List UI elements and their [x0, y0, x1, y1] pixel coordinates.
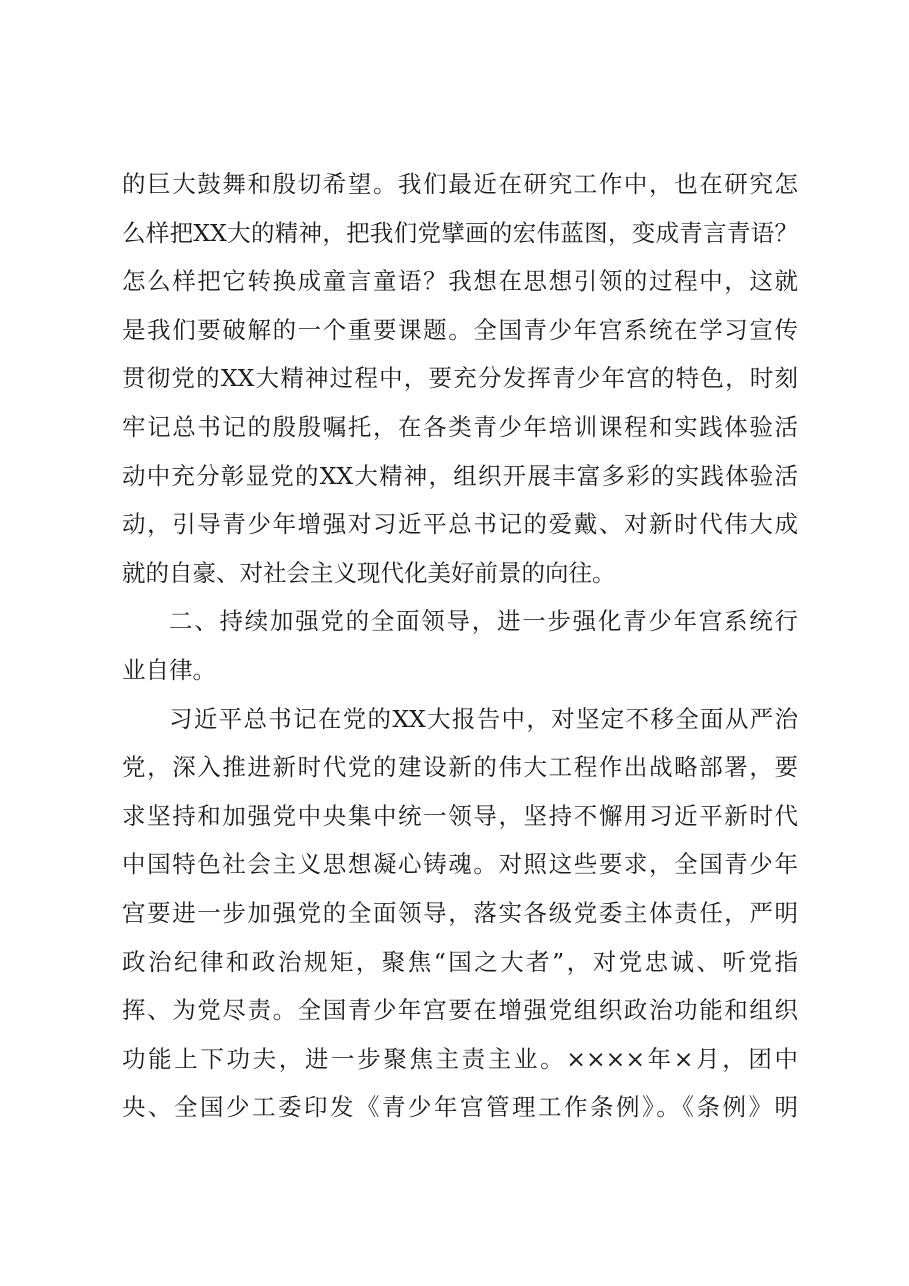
text-line: 动中充分彰显党的XX大精神，组织开展丰富多彩的实践体验活 — [122, 461, 798, 490]
text-line: 业自律。 — [122, 655, 216, 684]
text-line: 功能上下功夫，进一步聚焦主责主业。××××年×月，团中 — [122, 1044, 798, 1073]
paragraph-3 — [122, 695, 798, 1132]
text-line: 求坚持和加强党中央集中统一领导，坚持不懈用习近平新时代 — [122, 801, 798, 830]
text-line: 么样把XX大的精神，把我们党擘画的宏伟蓝图，变成青言青语？ — [122, 218, 798, 247]
text-line: 习近平总书记在党的XX大报告中，对坚定不移全面从严治 — [169, 704, 798, 733]
text-line: 的巨大鼓舞和殷切希望。我们最近在研究工作中，也在研究怎 — [122, 170, 798, 198]
text-line: 贯彻党的XX大精神过程中，要充分发挥青少年宫的特色，时刻 — [122, 364, 798, 393]
document-body — [122, 160, 798, 1132]
text-line: 是我们要破解的一个重要课题。全国青少年宫系统在学习宣传 — [122, 315, 798, 344]
text-line: 怎么样把它转换成童言童语？我想在思想引领的过程中，这就 — [122, 267, 798, 296]
text-line: 央、全国少工委印发《青少年宫管理工作条例》。《条例》明 — [122, 1093, 798, 1122]
text-line: 党，深入推进新时代党的建设新的伟大工程作出战略部署，要 — [122, 753, 798, 782]
text-line: 中国特色社会主义思想凝心铸魂。对照这些要求，全国青少年 — [122, 850, 798, 879]
text-line: 政治纪律和政治规矩，聚焦“国之大者”，对党忠诚、听党指 — [122, 947, 798, 976]
text-line: 二、持续加强党的全面领导，进一步强化青少年宫系统行 — [169, 607, 798, 636]
text-line: 宫要进一步加强党的全面领导，落实各级党委主体责任，严明 — [122, 898, 798, 927]
paragraph-1 — [122, 160, 798, 597]
text-line: 牢记总书记的殷殷嘱托，在各类青少年培训课程和实践体验活 — [122, 412, 798, 441]
text-line: 就的自豪、对社会主义现代化美好前景的向往。 — [122, 558, 616, 587]
text-line: 动，引导青少年增强对习近平总书记的爱戴、对新时代伟大成 — [122, 510, 798, 539]
text-line: 挥、为党尽责。全国青少年宫要在增强党组织政治功能和组织 — [122, 996, 798, 1025]
section-heading — [122, 597, 798, 694]
